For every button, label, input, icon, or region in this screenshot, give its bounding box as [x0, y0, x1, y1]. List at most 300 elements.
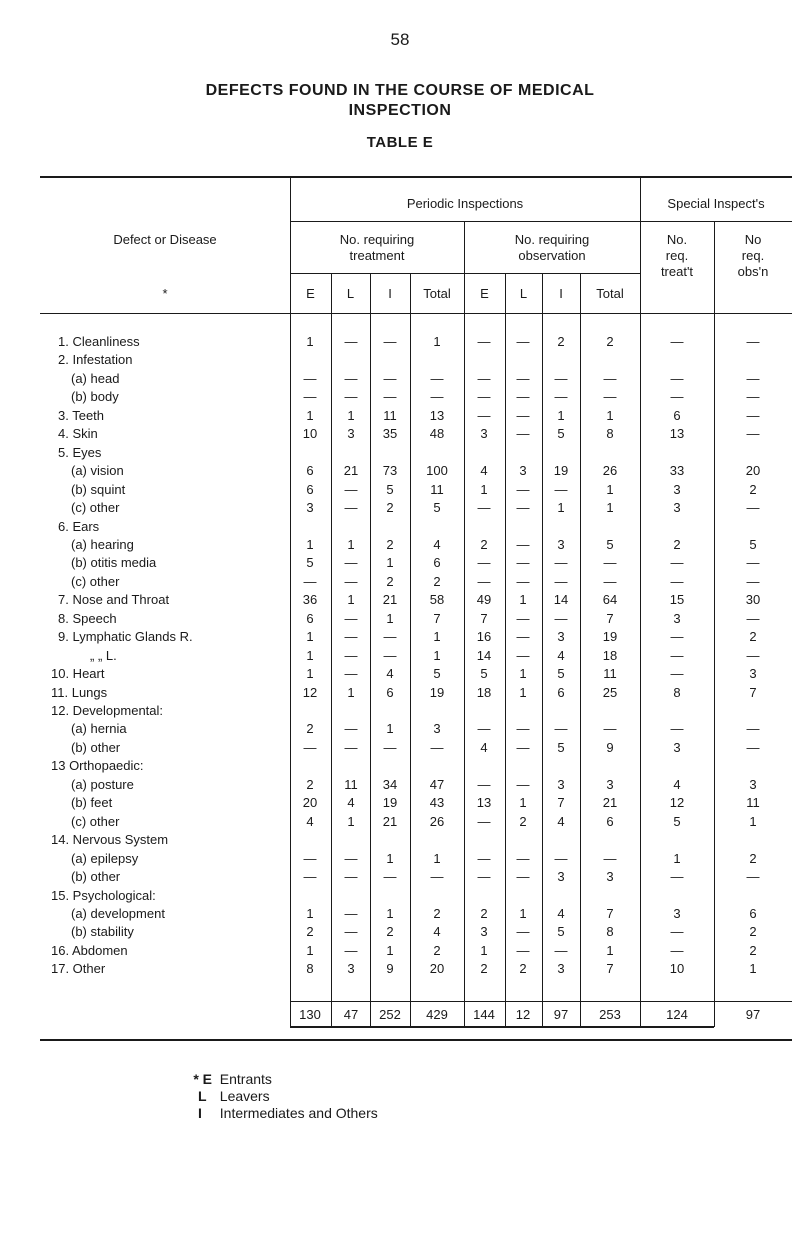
table-cell: 1	[347, 408, 355, 423]
table-cell: 49	[476, 592, 492, 607]
table-cell: —	[383, 648, 397, 663]
table-cell: 3	[480, 924, 488, 939]
table-cell: 4	[480, 740, 488, 755]
row-label: 12. Developmental:	[51, 703, 164, 718]
table-cell: 3	[306, 500, 314, 515]
table-cell: 1	[673, 851, 681, 866]
table-cell: 5	[557, 924, 565, 939]
table-cell: —	[303, 851, 317, 866]
legend-text: Intermediates and Others	[219, 1105, 378, 1121]
row-label: 1. Cleanliness	[58, 334, 140, 349]
table-cell: 11	[344, 777, 358, 792]
table-cell: 13	[669, 426, 685, 441]
table-cell: 3	[557, 961, 565, 976]
title-line-2: INSPECTION	[348, 102, 452, 119]
col-header-total: Total	[596, 286, 624, 301]
table-cell: 5	[749, 537, 757, 552]
table-cell: 2	[386, 537, 394, 552]
table-cell: 3	[557, 869, 565, 884]
table-cell: 25	[602, 685, 618, 700]
table-cell: 1	[480, 482, 488, 497]
table-cell: 21	[382, 592, 398, 607]
table-cell: —	[477, 721, 491, 736]
table-cell: 3	[606, 777, 614, 792]
table-cell: —	[670, 721, 684, 736]
table-cell: —	[344, 574, 358, 589]
col-header-total: Total	[423, 286, 451, 301]
table-cell: 2	[386, 924, 394, 939]
table-cell: 1	[386, 721, 394, 736]
table-cell: —	[344, 869, 358, 884]
row-label: (a) development	[71, 906, 165, 921]
table-cell: 1	[386, 851, 394, 866]
table-cell: 3	[673, 500, 681, 515]
table-cell: 7	[480, 611, 488, 626]
table-cell: —	[516, 537, 530, 552]
row-label: 2. Infestation	[58, 352, 133, 367]
table-cell: 7	[557, 795, 565, 810]
col-divider	[640, 176, 641, 1027]
table-cell: 1	[519, 906, 527, 921]
table-cell: 8	[306, 961, 314, 976]
col-header-l: L	[519, 286, 528, 301]
table-cell: 100	[426, 463, 448, 478]
table-cell: 14	[476, 648, 492, 663]
table-cell: —	[303, 371, 317, 386]
table-cell: —	[383, 389, 397, 404]
row-label: (b) feet	[71, 795, 113, 810]
table-cell: 11	[430, 482, 444, 497]
row-label: 6. Ears	[58, 519, 100, 534]
special-treat-line-1: No.	[666, 232, 688, 247]
table-cell: 1	[347, 685, 355, 700]
col-header-e: E	[306, 286, 315, 301]
table-cell: —	[344, 924, 358, 939]
legend	[193, 1071, 378, 1122]
table-cell: 7	[606, 906, 614, 921]
table-cell: —	[477, 500, 491, 515]
table-cell: —	[430, 740, 444, 755]
table-cell: 4	[306, 814, 314, 829]
table-cell: 1	[306, 666, 314, 681]
table-cell: 2	[557, 334, 565, 349]
table-cell: 12	[302, 685, 318, 700]
table-cell: 5	[433, 666, 441, 681]
table-cell: —	[516, 482, 530, 497]
legend-key: * E	[193, 1071, 212, 1087]
row-label: (a) hernia	[71, 721, 127, 736]
table-cell: 3	[347, 961, 355, 976]
table-cell: —	[516, 924, 530, 939]
special-header: Special Inspect's	[667, 196, 765, 211]
table-cell: 9	[606, 740, 614, 755]
table-cell: —	[516, 611, 530, 626]
table-cell: 14	[553, 592, 569, 607]
table-cell: 3	[749, 666, 757, 681]
table-cell: —	[516, 721, 530, 736]
table-cell: —	[516, 629, 530, 644]
table-cell: 58	[429, 592, 445, 607]
table-cell: 1	[519, 592, 527, 607]
table-cell: 19	[602, 629, 618, 644]
table-cell: —	[670, 574, 684, 589]
table-cell: —	[746, 555, 760, 570]
table-cell: 2	[433, 943, 441, 958]
table-cell: 5	[606, 537, 614, 552]
table-cell: —	[554, 611, 568, 626]
table-cell: 1	[306, 648, 314, 663]
table-cell: 1	[606, 943, 614, 958]
row-label: (b) other	[71, 869, 121, 884]
table-cell: —	[554, 482, 568, 497]
page-number: 58	[390, 30, 410, 49]
table-cell: 5	[433, 500, 441, 515]
table-cell: 4	[480, 463, 488, 478]
table-cell: 5	[557, 666, 565, 681]
table-cell: 8	[606, 426, 614, 441]
table-cell: —	[344, 334, 358, 349]
table-cell: 2	[519, 814, 527, 829]
table-cell: 3	[673, 482, 681, 497]
legend-item-leavers	[198, 1088, 378, 1105]
table-cell: 64	[602, 592, 618, 607]
table-cell: 2	[386, 500, 394, 515]
table-cell: 2	[433, 574, 441, 589]
totals-bottom-rule	[290, 1026, 714, 1028]
total-cell: 97	[745, 1007, 761, 1022]
row-label: 10. Heart	[51, 666, 105, 681]
table-cell: —	[746, 574, 760, 589]
table-cell: 3	[480, 426, 488, 441]
special-treat-line-3: treat't	[660, 264, 694, 279]
table-cell: 8	[673, 685, 681, 700]
table-cell: 1	[306, 537, 314, 552]
special-obs-line-1: No	[744, 232, 762, 247]
table-cell: 47	[429, 777, 445, 792]
row-label: 7. Nose and Throat	[58, 592, 170, 607]
table-cell: 20	[429, 961, 445, 976]
table-cell: —	[670, 924, 684, 939]
periodic-header: Periodic Inspections	[406, 196, 524, 211]
table-cell: —	[344, 666, 358, 681]
table-cell: —	[383, 371, 397, 386]
table-cell: —	[603, 555, 617, 570]
table-cell: —	[603, 721, 617, 736]
table-cell: 1	[347, 592, 355, 607]
table-cell: —	[344, 629, 358, 644]
treat-group-line-1: No. requiring	[339, 232, 415, 247]
col-divider	[410, 273, 411, 1027]
table-cell: 10	[302, 426, 318, 441]
table-cell: —	[554, 371, 568, 386]
table-cell: 4	[557, 906, 565, 921]
table-cell: —	[516, 408, 530, 423]
special-obs-line-3: obs'n	[737, 264, 769, 279]
table-cell: —	[344, 371, 358, 386]
table-cell: 1	[433, 629, 441, 644]
total-cell: 429	[426, 1007, 448, 1022]
table-cell: 1	[306, 906, 314, 921]
table-cell: 1	[519, 795, 527, 810]
table-cell: 6	[673, 408, 681, 423]
table-cell: 3	[557, 537, 565, 552]
table-cell: 2	[749, 851, 757, 866]
legend-item-entrants	[193, 1071, 378, 1088]
total-cell: 97	[553, 1007, 569, 1022]
table-cell: —	[303, 740, 317, 755]
table-cell: —	[344, 389, 358, 404]
table-cell: 2	[306, 777, 314, 792]
table-cell: —	[670, 648, 684, 663]
header-rule-lower-left	[290, 273, 640, 274]
table-cell: 4	[433, 924, 441, 939]
row-label: (b) otitis media	[71, 555, 157, 570]
table-cell: 11	[603, 666, 617, 681]
table-cell: 4	[347, 795, 355, 810]
table-cell: —	[746, 648, 760, 663]
table-cell: 34	[382, 777, 398, 792]
defect-header-asterisk: *	[162, 286, 168, 301]
table-cell: 4	[557, 648, 565, 663]
col-header-i: I	[559, 286, 563, 301]
special-obs-header	[714, 232, 792, 280]
table-cell: —	[477, 334, 491, 349]
table-cell: 2	[749, 924, 757, 939]
row-label: 13 Orthopaedic:	[51, 758, 144, 773]
table-cell: —	[303, 389, 317, 404]
table-cell: 5	[557, 426, 565, 441]
table-cell: 30	[745, 592, 761, 607]
table-cell: —	[554, 721, 568, 736]
table-cell: —	[477, 574, 491, 589]
row-label: 4. Skin	[58, 426, 98, 441]
table-cell: 21	[343, 463, 359, 478]
table-cell: 21	[602, 795, 618, 810]
table-cell: 5	[480, 666, 488, 681]
row-label: 16. Abdomen	[51, 943, 128, 958]
obs-group-line-2: observation	[518, 248, 586, 263]
table-cell: 3	[347, 426, 355, 441]
special-obs-line-2: req.	[741, 248, 765, 263]
table-cell: —	[746, 408, 760, 423]
table-cell: 26	[602, 463, 618, 478]
table-cell: —	[746, 611, 760, 626]
table-cell: 1	[519, 685, 527, 700]
table-cell: —	[670, 666, 684, 681]
table-cell: 1	[386, 555, 394, 570]
table-cell: 3	[673, 740, 681, 755]
table-cell: 20	[302, 795, 318, 810]
table-cell: —	[344, 740, 358, 755]
row-label: (b) other	[71, 740, 121, 755]
row-label: 3. Teeth	[58, 408, 105, 423]
table-cell: 26	[429, 814, 445, 829]
col-header-e: E	[480, 286, 489, 301]
table-cell: 2	[673, 537, 681, 552]
table-cell: 3	[519, 463, 527, 478]
table-cell: 13	[476, 795, 492, 810]
table-cell: —	[603, 389, 617, 404]
table-cell: —	[477, 777, 491, 792]
table-cell: 3	[433, 721, 441, 736]
table-cell: —	[344, 482, 358, 497]
page-title	[0, 81, 800, 121]
table-cell: 1	[386, 906, 394, 921]
table-cell: —	[746, 334, 760, 349]
table-cell: —	[430, 371, 444, 386]
totals-rule	[290, 1001, 792, 1002]
table-cell: 2	[306, 924, 314, 939]
row-label: 11. Lungs	[51, 685, 108, 700]
table-cell: 1	[606, 482, 614, 497]
table-cell: 18	[602, 648, 618, 663]
treat-group-line-2: treatment	[349, 248, 405, 263]
row-label: „ „ L.	[90, 648, 117, 663]
table-cell: 5	[557, 740, 565, 755]
table-cell: 1	[386, 611, 394, 626]
table-cell: 2	[606, 334, 614, 349]
table-cell: —	[383, 629, 397, 644]
table-cell: 5	[673, 814, 681, 829]
table-cell: 3	[606, 869, 614, 884]
table-cell: 2	[519, 961, 527, 976]
table-cell: 1	[306, 629, 314, 644]
row-label: (a) epilepsy	[71, 851, 139, 866]
table-cell: 2	[749, 629, 757, 644]
table-cell: —	[746, 740, 760, 755]
table-subtitle: TABLE E	[366, 134, 434, 151]
table-cell: 1	[433, 334, 441, 349]
table-cell: 1	[606, 500, 614, 515]
table-cell: 1	[433, 648, 441, 663]
table-cell: 4	[557, 814, 565, 829]
table-cell: —	[516, 371, 530, 386]
table-cell: —	[477, 389, 491, 404]
table-cell: —	[516, 426, 530, 441]
table-cell: —	[746, 869, 760, 884]
col-header-i: I	[388, 286, 392, 301]
table-cell: —	[516, 740, 530, 755]
obs-group-header	[464, 232, 640, 264]
table-cell: —	[516, 389, 530, 404]
col-header-l: L	[346, 286, 355, 301]
table-cell: —	[516, 943, 530, 958]
table-bottom-rule	[40, 1039, 792, 1041]
row-label: 17. Other	[51, 961, 106, 976]
table-cell: —	[477, 555, 491, 570]
row-label: (a) posture	[71, 777, 134, 792]
table-cell: —	[477, 869, 491, 884]
total-cell: 12	[515, 1007, 531, 1022]
table-cell: —	[670, 371, 684, 386]
table-cell: —	[670, 629, 684, 644]
total-cell: 124	[666, 1007, 688, 1022]
row-label: (a) hearing	[71, 537, 134, 552]
total-cell: 130	[299, 1007, 321, 1022]
table-cell: 16	[476, 629, 492, 644]
row-label: (c) other	[71, 500, 120, 515]
table-cell: —	[516, 777, 530, 792]
table-cell: —	[554, 574, 568, 589]
table-cell: —	[344, 851, 358, 866]
table-cell: 43	[429, 795, 445, 810]
table-cell: —	[344, 555, 358, 570]
table-top-rule	[40, 176, 792, 178]
table-cell: 48	[429, 426, 445, 441]
table-cell: —	[344, 906, 358, 921]
total-cell: 47	[343, 1007, 359, 1022]
table-cell: —	[477, 408, 491, 423]
special-treat-line-2: req.	[665, 248, 689, 263]
table-cell: 36	[302, 592, 318, 607]
table-cell: —	[603, 574, 617, 589]
table-cell: —	[344, 943, 358, 958]
table-cell: 5	[306, 555, 314, 570]
table-cell: —	[303, 574, 317, 589]
table-cell: 19	[429, 685, 445, 700]
row-label: (b) body	[71, 389, 119, 404]
table-cell: —	[746, 426, 760, 441]
treat-group-header	[290, 232, 464, 264]
table-cell: —	[670, 389, 684, 404]
table-cell: 8	[606, 924, 614, 939]
row-label: (a) vision	[71, 463, 124, 478]
table-cell: 2	[480, 961, 488, 976]
defect-header: Defect or Disease	[113, 232, 217, 247]
table-cell: 3	[673, 906, 681, 921]
row-label: (c) other	[71, 574, 120, 589]
table-cell: 6	[306, 611, 314, 626]
table-cell: —	[670, 334, 684, 349]
table-cell: —	[516, 851, 530, 866]
table-cell: 6	[557, 685, 565, 700]
table-cell: 7	[749, 685, 757, 700]
table-cell: 5	[386, 482, 394, 497]
table-cell: 1	[306, 408, 314, 423]
table-cell: 7	[606, 611, 614, 626]
table-cell: 1	[347, 814, 355, 829]
table-cell: 3	[673, 611, 681, 626]
table-cell: —	[477, 371, 491, 386]
table-cell: —	[430, 389, 444, 404]
table-cell: 2	[480, 906, 488, 921]
table-cell: —	[670, 943, 684, 958]
table-cell: —	[383, 869, 397, 884]
table-cell: —	[344, 500, 358, 515]
table-cell: 33	[669, 463, 685, 478]
row-label: 8. Speech	[58, 611, 117, 626]
table-cell: —	[516, 869, 530, 884]
table-cell: —	[746, 371, 760, 386]
table-cell: 3	[749, 777, 757, 792]
table-cell: 7	[606, 961, 614, 976]
table-cell: 3	[557, 629, 565, 644]
table-cell: 73	[382, 463, 398, 478]
row-label: (b) stability	[71, 924, 134, 939]
total-cell: 253	[599, 1007, 621, 1022]
table-cell: —	[383, 334, 397, 349]
table-cell: 6	[433, 555, 441, 570]
legend-text: Leavers	[219, 1088, 270, 1104]
table-cell: 4	[673, 777, 681, 792]
row-label: 9. Lymphatic Glands R.	[58, 629, 193, 644]
table-cell: —	[670, 869, 684, 884]
table-cell: —	[554, 555, 568, 570]
table-cell: 1	[433, 851, 441, 866]
table-cell: —	[746, 500, 760, 515]
table-cell: —	[516, 648, 530, 663]
table-cell: 12	[669, 795, 685, 810]
